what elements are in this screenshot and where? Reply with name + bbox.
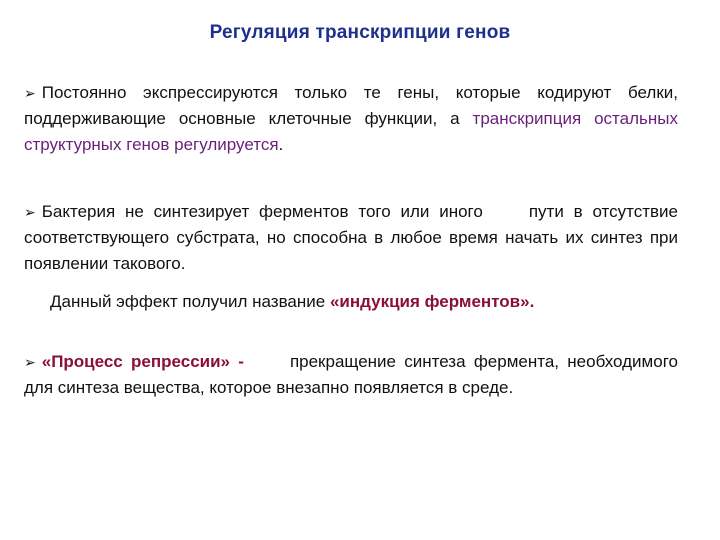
paragraph1-highlight: транскрипция остальных структурных генов регулируется (24, 109, 678, 154)
paragraph3-text-a: Данный эффект получил название (50, 292, 330, 311)
paragraph-enzyme-induction (50, 289, 690, 315)
arrow-bullet-icon: ➢ (24, 85, 36, 101)
paragraph-constitutive-genes (24, 80, 678, 158)
arrow-bullet-icon: ➢ (24, 204, 36, 220)
paragraph1-text-c: . (278, 135, 284, 154)
paragraph4-text-b: прекращение синтеза фермента, необходимого для синтеза вещества, которое внезапно появляется в среде. (24, 352, 678, 397)
slide-title: Регуляция транскрипции генов (209, 22, 511, 43)
repression-process-term: «Процесс репрессии» - (41, 352, 244, 371)
paragraph-bacteria-synthesis (24, 199, 678, 277)
paragraph2-text-a: Бактерия не синтезирует ферментов того или иного (41, 202, 483, 221)
enzyme-induction-term: «индукция ферментов». (329, 292, 535, 311)
paragraph-repression-process (24, 349, 678, 401)
arrow-bullet-icon: ➢ (24, 354, 36, 370)
paragraph2-text-b: пути в отсутствие соответствующего субстрата, но способна в любое время начать их синтез при появлении такового. (24, 202, 678, 273)
paragraph1-text-a: Постоянно экспрессируются только те гены, которые кодируют белки, поддерживающие основные клеточные функции, а (24, 83, 678, 128)
